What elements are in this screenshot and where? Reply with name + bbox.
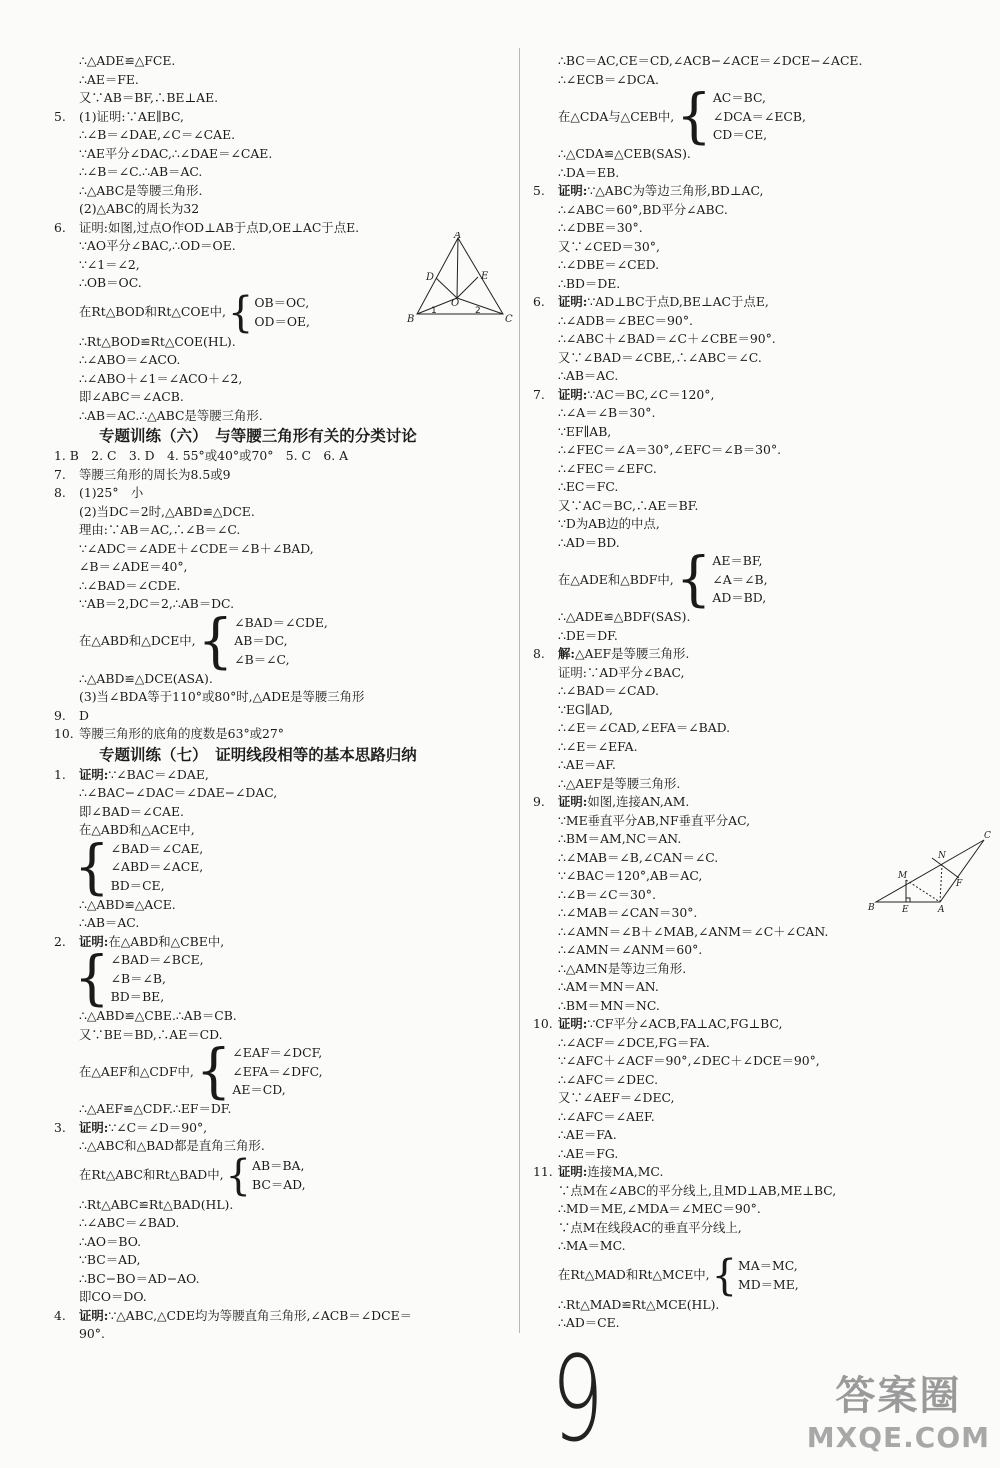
text-line: ∠B＝∠ADE＝40°, xyxy=(79,559,188,574)
text-line: (3)当∠BDA等于110°或80°时,△ADE是等腰三角形 xyxy=(79,689,365,704)
text-line: ∴△CDA≌△CEB(SAS). xyxy=(558,146,691,161)
segment-od xyxy=(436,278,457,298)
text-line: ∴∠FEC＝∠EFC. xyxy=(558,460,657,476)
right-column xyxy=(533,52,963,1333)
segment-oe xyxy=(457,277,478,298)
text-line: ∴MA＝MC. xyxy=(558,1238,626,1253)
text-line: ∴△ADE≌△FCE. xyxy=(79,53,176,68)
text-line: ∴△ADE≌△BDF(SAS). xyxy=(558,609,691,624)
text-line: ∴∠BAC−∠DAC＝∠DAE−∠DAC, xyxy=(79,785,278,800)
text-line: (2)△ABC的周长为32 xyxy=(79,201,200,216)
text-line: ∴BC−BO＝AD−AO. xyxy=(79,1270,200,1286)
congruence-conditions: { ∠BAD＝∠CAE, ∠ABD＝∠ACE, BD＝CE, xyxy=(74,832,204,902)
text-line: ∴∠ECB＝∠DCA. xyxy=(558,71,659,87)
text-line: 又∵∠BAD＝∠CBE,∴∠ABC＝∠C. xyxy=(558,349,762,365)
text-line: ∴∠ABC＋∠BAD＝∠C＋∠CBE＝90°. xyxy=(558,331,776,346)
text-line: ∵点M在线段AC的垂直平分线上, xyxy=(558,1219,742,1235)
congruence-conditions: 在Rt△ABC和Rt△BAD中, { AB＝BA, BC＝AD, xyxy=(79,1151,306,1200)
text-line: ∴AE＝FG. xyxy=(558,1145,619,1161)
congruence-conditions: 在Rt△BOD和Rt△COE中, { OB＝OC, OD＝OE, xyxy=(79,288,310,337)
watermark-site: MXQE.COM xyxy=(806,1421,990,1454)
text-line: ∴∠BAD＝∠CAD. xyxy=(558,683,659,698)
label-angle-2: 2 xyxy=(475,306,481,316)
text-line: ∵点M在∠ABC的平分线上,且MD⊥AB,ME⊥BC, xyxy=(558,1182,837,1198)
problem-7: 7. 等腰三角形的周长为8.5或9 xyxy=(54,466,231,482)
problem-5: 5. 证明:∵△ABC为等边三角形,BD⊥AC, xyxy=(533,183,764,198)
label-c: C xyxy=(984,831,991,841)
right-angle-mark xyxy=(906,898,910,902)
text-line: ∴△ABC是等腰三角形. xyxy=(79,182,203,198)
text-line: 在△ABD和△ACE中, xyxy=(79,822,195,837)
text-line: ∵ME垂直平分AB,NF垂直平分AC, xyxy=(558,812,751,828)
label-n: N xyxy=(938,851,946,861)
text-line: ∴∠B＝∠C.∴AB＝AC. xyxy=(79,164,203,179)
problem-3: 3. 证明:∵∠C＝∠D＝90°, xyxy=(54,1119,208,1135)
text-line: ∴∠E＝∠EFA. xyxy=(558,738,638,754)
section-heading-6: 专题训练（六） 与等腰三角形有关的分类讨论 xyxy=(99,427,417,445)
text-line: ∴Rt△MAD≌Rt△MCE(HL). xyxy=(558,1296,720,1312)
text-line: ∴△ABC和△BAD都是直角三角形. xyxy=(79,1138,265,1153)
text-line: ∵∠ADC＝∠ADE＋∠CDE＝∠B＋∠BAD, xyxy=(79,540,314,556)
text-line: ∴AO＝BO. xyxy=(79,1233,142,1249)
label-e: E xyxy=(481,271,489,282)
problem-5: 5. (1)证明:∵AE∥BC, xyxy=(54,108,184,124)
text-line: ∵BC＝AD, xyxy=(79,1252,141,1267)
text-line: ∴△AMN是等边三角形. xyxy=(558,960,687,976)
problem-2: 2. 证明:在△ABD和△CBE中, xyxy=(54,933,225,949)
triangle-figure-1 xyxy=(405,232,515,324)
label-a: A xyxy=(938,905,945,914)
text-line: ∵∠BAC＝120°,AB＝AC, xyxy=(558,868,703,883)
text-line: ∴AE＝FE. xyxy=(79,71,139,87)
label-e: E xyxy=(902,905,909,914)
text-line: ∴∠E＝∠CAD,∠EFA＝∠BAD. xyxy=(558,720,731,735)
text-line: ∴AE＝AF. xyxy=(558,757,616,772)
text-line: ∴∠AMN＝∠B＋∠MAB,∠ANM＝∠C＋∠CAN. xyxy=(558,923,829,939)
text-line: ∴∠B＝∠C＝30°. xyxy=(558,886,656,902)
text-line: ∴∠AMN＝∠ANM＝60°. xyxy=(558,942,703,957)
label-b: B xyxy=(868,903,875,913)
text-line: 90°. xyxy=(79,1326,105,1341)
text-line: ∴AD＝CE. xyxy=(558,1315,620,1330)
text-line: ∵∠AFC＋∠ACF＝90°,∠DEC＋∠DCE＝90°, xyxy=(558,1053,820,1068)
text-line: 又∵AB＝BF,∴BE⊥AE. xyxy=(79,90,219,105)
congruence-conditions: { ∠BAD＝∠BCE, ∠B＝∠B, BD＝BE, xyxy=(74,944,204,1013)
problem-9: 9. 证明:如图,连接AN,AM. xyxy=(533,794,690,809)
text-line: ∴Rt△ABC≌Rt△BAD(HL). xyxy=(79,1196,234,1212)
text-line: 证明:∵AD平分∠BAC, xyxy=(558,664,685,680)
text-line: 又∵∠AEF＝∠DEC, xyxy=(558,1090,675,1105)
segment-am xyxy=(906,880,940,902)
triangle-abc xyxy=(876,840,984,902)
text-line: ∴∠ADB＝∠BEC＝90°. xyxy=(558,312,693,328)
text-line: ∴∠AFC＝∠AEF. xyxy=(558,1108,655,1124)
congruence-conditions: 在△AEF和△CDF中, { ∠EAF＝∠DCF, ∠EFA＝∠DFC, AE＝CD, xyxy=(79,1037,323,1106)
problem-10: 10. 等腰三角形的底角的度数是63°或27° xyxy=(54,726,285,741)
bisector-ao xyxy=(457,238,458,298)
text-line: ∴∠ABC＝∠BAD. xyxy=(79,1215,180,1230)
text-line: ∴∠BAD＝∠CDE. xyxy=(79,577,181,593)
text-line: ∴EC＝FC. xyxy=(558,479,619,494)
text-line: ∴△ABD≌△DCE(ASA). xyxy=(79,670,213,686)
label-c: C xyxy=(505,314,513,324)
congruence-conditions: 在Rt△MAD和Rt△MCE中, { MA＝MC, MD＝ME, xyxy=(558,1251,799,1300)
text-line: 又∵BE＝BD,∴AE＝CD. xyxy=(79,1026,223,1042)
text-line: ∴∠A＝∠B＝30°. xyxy=(558,405,656,420)
watermark-logo: 答案圈 xyxy=(835,1373,962,1419)
congruence-conditions: 在△CDA与△CEB中, { AC＝BC, ∠DCA＝∠ECB, CD＝CE, xyxy=(558,82,806,151)
label-o: O xyxy=(451,298,460,309)
text-line: ∴△AEF是等腰三角形. xyxy=(558,775,681,791)
text-line: ∴Rt△BOD≌Rt△COE(HL). xyxy=(79,333,236,349)
text-line: ∴∠ABO＝∠ACO. xyxy=(79,352,181,367)
text-line: ∴AD＝BD. xyxy=(558,534,620,550)
text-line: ∵EF∥AB, xyxy=(558,423,612,439)
text-line: ∴△ABD≌△ACE. xyxy=(79,896,176,912)
section-heading-7: 专题训练（七） 证明线段相等的基本思路归纳 xyxy=(99,745,417,764)
text-line: ∵∠1＝∠2, xyxy=(79,256,140,272)
text-line: 理由:∵AB＝AC,∴∠B＝∠C. xyxy=(79,522,241,537)
text-line: ∴BM＝AM,NC＝AN. xyxy=(558,831,682,846)
label-d: D xyxy=(426,272,435,283)
text-line: ∴△ABD≌△CBE.∴AB＝CB. xyxy=(79,1008,237,1023)
text-line: ∵AO平分∠BAC,∴OD＝OE. xyxy=(79,238,236,253)
problem-4: 4. 证明:∵△ABC,△CDE均为等腰直角三角形,∠ACB＝∠DCE＝ xyxy=(54,1307,413,1323)
text-line: ∴DA＝EB. xyxy=(558,164,620,180)
text-line: ∴∠ACF＝∠DCE,FG＝FA. xyxy=(558,1034,710,1050)
answers-1-6: 1. B 2. C 3. D 4. 55°或40°或70° 5. C 6. A xyxy=(54,448,349,463)
text-line: ∵D为AB边的中点, xyxy=(558,516,660,531)
problem-6: 6. 证明:如图,过点O作OD⊥AB于点D,OE⊥AC于点E. xyxy=(54,219,360,235)
watermark xyxy=(807,1364,990,1454)
text-line: 又∵AC＝BC,∴AE＝BF. xyxy=(558,497,699,513)
label-a: A xyxy=(454,232,462,241)
segment-an xyxy=(940,864,942,902)
text-line: ∴∠MAB＝∠CAN＝30°. xyxy=(558,905,698,920)
text-line: ∴DE＝DF. xyxy=(558,627,618,643)
text-line: ∴AB＝AC. xyxy=(79,915,140,930)
text-line: ∴AM＝MN＝AN. xyxy=(558,979,659,994)
text-line: ∴BC＝AC,CE＝CD,∠ACB−∠ACE＝∠DCE−∠ACE. xyxy=(558,53,863,68)
problem-11: 11. 证明:连接MA,MC. xyxy=(533,1164,664,1179)
text-line: ∴MD＝ME,∠MDA＝∠MEC＝90°. xyxy=(558,1201,761,1216)
text-line: ∴∠MAB＝∠B,∠CAN＝∠C. xyxy=(558,849,719,865)
label-m: M xyxy=(898,871,908,881)
congruence-conditions: 在△ABD和△DCE中, { ∠BAD＝∠CDE, AB＝DC, ∠B＝∠C, xyxy=(79,606,328,676)
problem-9: 9. D xyxy=(54,707,89,723)
text-line: ∴BD＝DE. xyxy=(558,275,621,291)
problem-1: 1. 证明:∵∠BAC＝∠DAE, xyxy=(54,766,209,782)
text-line: (2)当DC＝2时,△ABD≌△DCE. xyxy=(79,503,255,519)
text-line: ∴∠AFC＝∠DEC. xyxy=(558,1071,659,1087)
text-line: ∴AB＝AC. xyxy=(558,368,619,383)
text-line: ∴∠DBE＝∠CED. xyxy=(558,257,660,272)
text-line: ∴AB＝AC.∴△ABC是等腰三角形. xyxy=(79,407,263,423)
text-line: ∴∠ABC＝60°,BD平分∠ABC. xyxy=(558,201,728,217)
label-f: F xyxy=(956,879,963,889)
congruence-conditions: 在△ADE和△BDF中, { AE＝BF, ∠A＝∠B, AD＝BD, xyxy=(558,545,768,614)
problem-6: 6. 证明:∵AD⊥BC于点D,BE⊥AC于点E, xyxy=(533,294,769,309)
text-line: ∴∠FEC＝∠A＝30°,∠EFC＝∠B＝30°. xyxy=(558,442,782,457)
text-line: ∴OB＝OC. xyxy=(79,275,142,290)
text-line: ∵EG∥AD, xyxy=(558,701,613,717)
label-b: B xyxy=(407,314,415,324)
text-line: ∵AB＝2,DC＝2,∴AB＝DC. xyxy=(79,596,235,611)
problem-8: 8. (1)25° 小 xyxy=(54,485,144,500)
text-line: 又∵∠CED＝30°, xyxy=(558,238,660,254)
text-line: ∴BM＝MN＝NC. xyxy=(558,997,660,1013)
text-line: ∴∠B＝∠DAE,∠C＝∠CAE. xyxy=(79,127,236,142)
problem-7: 7. 证明:∵AC＝BC,∠C＝120°, xyxy=(533,386,715,402)
text-line: ∵AE平分∠DAC,∴∠DAE＝∠CAE. xyxy=(79,145,273,161)
text-line: ∴∠ABO＋∠1＝∠ACO＋∠2, xyxy=(79,370,243,386)
text-line: 即∠BAD＝∠CAE. xyxy=(79,803,184,819)
problem-8: 8. 解:△AEF是等腰三角形. xyxy=(533,646,690,661)
column-divider xyxy=(519,48,520,1333)
text-line: 即CO＝DO. xyxy=(79,1289,147,1304)
text-line: 即∠ABC＝∠ACB. xyxy=(79,389,184,404)
page-number: 9 xyxy=(551,1330,604,1468)
triangle-figure-2 xyxy=(866,828,991,914)
text-line: ∴△AEF≌△CDF.∴EF＝DF. xyxy=(79,1101,232,1116)
label-angle-1: 1 xyxy=(431,306,437,316)
problem-10: 10. 证明:∵CF平分∠ACB,FA⊥AC,FG⊥BC, xyxy=(533,1016,783,1031)
text-line: ∴∠DBE＝30°. xyxy=(558,220,643,235)
text-line: ∴AE＝FA. xyxy=(558,1127,617,1142)
